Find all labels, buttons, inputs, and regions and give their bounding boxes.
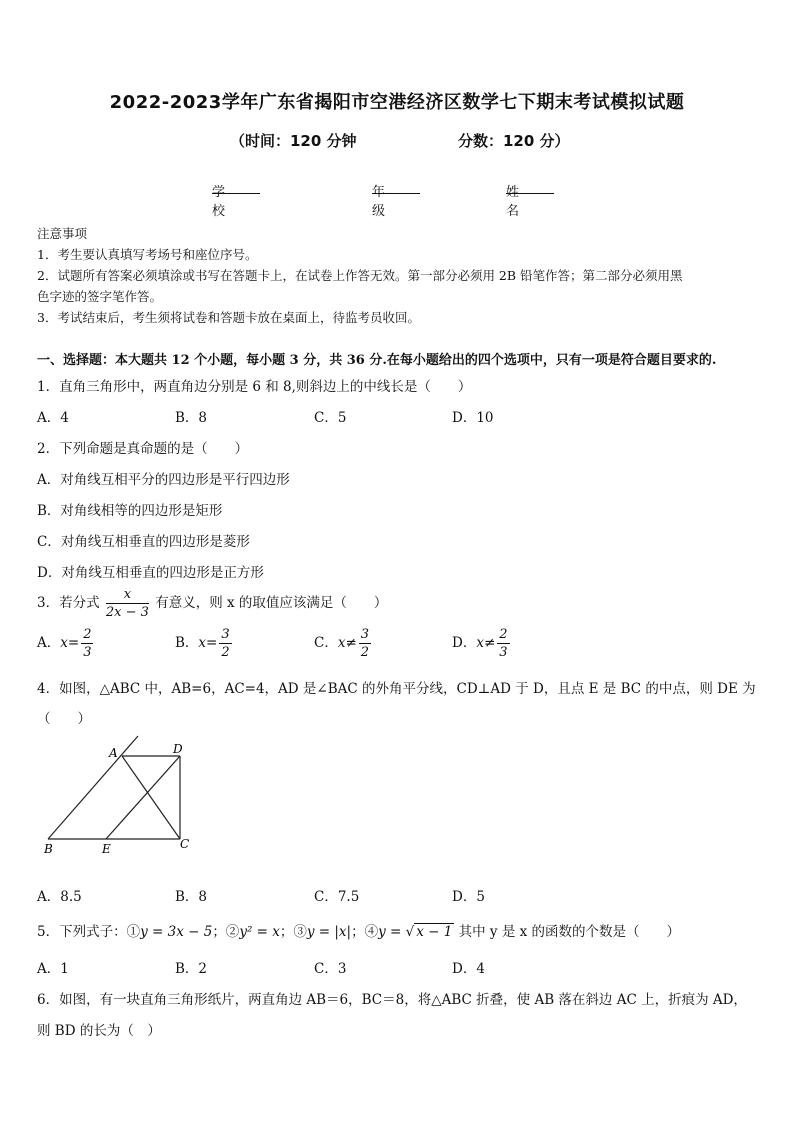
q5-sep-4: ；④ (351, 924, 379, 940)
q5-expr-3: y = |x| (306, 924, 352, 940)
q5-option-c: C．3 (314, 961, 347, 977)
q5-option-b: B．2 (175, 961, 208, 977)
notice-item: 3．考试结束后，考生须将试卷和答题卡放在桌面上，待监考员收回。 (37, 310, 420, 325)
q3-a-den: 3 (83, 645, 92, 660)
q2-option-a: A．对角线互相平分的四边形是平行四边形 (37, 472, 290, 488)
question-4-stem-cont: （ ） (37, 711, 91, 727)
q3-b-label: B． (175, 635, 199, 651)
q3-c-num: 3 (360, 627, 370, 642)
q5-expr-4-radicand: x − 1 (416, 924, 453, 940)
q3-d-rel: ≠ (483, 635, 496, 651)
q3-option-d (452, 628, 512, 659)
question-6-stem-cont: 则 BD 的长为（ ） (37, 1023, 161, 1039)
q4-option-a: A．8.5 (37, 889, 82, 905)
q3-a-frac (81, 628, 93, 659)
q3-c-den: 2 (360, 645, 370, 660)
name-label: 姓名 (506, 185, 520, 219)
q5-expr-2: y² = x (239, 924, 280, 940)
q4-option-b: B．8 (175, 889, 208, 905)
q5-option-a: A．1 (37, 961, 69, 977)
q5-expr-4-pre: y = (378, 924, 406, 940)
question-2-stem: 2．下列命题是真命题的是（ ） (37, 441, 249, 457)
school-blank (212, 181, 260, 194)
q3-c-var: x (337, 635, 346, 651)
q3-b-var: x (198, 635, 207, 651)
q3-option-b (175, 628, 234, 659)
section-heading: 一、选择题：本大题共 12 个小题，每小题 3 分，共 36 分.在每小题给出的四个选项中，只有一项是符合题目要求的. (37, 353, 717, 368)
q4-figure (38, 732, 198, 857)
label-a: A (109, 746, 118, 760)
q1-option-c: C．5 (314, 410, 347, 426)
q3-option-c (314, 628, 373, 659)
q3-c-rel: ≠ (345, 635, 357, 651)
exam-title: 2022-2023学年广东省揭阳市空港经济区数学七下期末考试模拟试题 (109, 92, 685, 113)
q3-b-num: 3 (221, 627, 230, 642)
q5-expr-1: y = 3x − 5 (140, 924, 213, 940)
grade-label: 年级 (372, 185, 386, 219)
time-label: （时间：120 分钟 (230, 132, 357, 150)
q3-fraction (106, 588, 149, 619)
q3-b-frac (219, 628, 231, 659)
q3-d-var: x (476, 635, 484, 651)
notice-item: 2．试题所有答案必须填涂或书写在答题卡上，在试卷上作答无效。第一部分必须用 2B 铅笔作答；第二部分必须用黑 (37, 268, 683, 283)
q5-stem-pre: 5．下列式子：① (37, 924, 141, 940)
notice-item: 1．考生要认真填写考场号和座位序号。 (37, 247, 258, 262)
q5-sep-3: ；③ (279, 924, 307, 940)
q3-c-label: C． (314, 635, 338, 651)
q4-option-c: C．7.5 (314, 889, 360, 905)
q3-frac-den: 2x − 3 (105, 605, 149, 620)
q5-stem-post: 其中 y 是 x 的函数的个数是（ ） (454, 924, 681, 940)
q2-option-d: D．对角线互相垂直的四边形是正方形 (37, 565, 264, 581)
q3-b-den: 2 (221, 645, 230, 660)
q2-option-c: C．对角线互相垂直的四边形是菱形 (37, 534, 250, 550)
question-6-stem: 6．如图，有一块直角三角形纸片，两直角边 AB＝6，BC＝8，将△ABC 折叠，使 AB 落在斜边 AC 上，折痕为 AD， (37, 992, 747, 1008)
question-3-stem (37, 588, 387, 619)
notice-item: 色字迹的签字笔作答。 (37, 289, 163, 304)
q2-option-b: B．对角线相等的四边形是矩形 (37, 503, 223, 519)
question-5-stem: 5．下列式子：①y = 3x − 5；②y² = x；③y = |x|；④y = √ x − 1 其中 y 是 x 的函数的个数是（ ） (37, 924, 681, 940)
q3-option-a (37, 628, 95, 659)
q1-option-d: D．10 (452, 410, 494, 426)
notice-heading: 注意事项 (37, 226, 88, 241)
label-b: B (44, 842, 53, 856)
label-e: E (102, 842, 111, 856)
q3-c-frac (359, 628, 371, 659)
score-label: 分数：120 分） (458, 132, 570, 150)
school-label: 学校 (212, 185, 226, 219)
label-d: D (173, 742, 183, 756)
name-blank (506, 181, 554, 194)
q3-d-label: D． (452, 635, 477, 651)
question-1-stem: 1．直角三角形中，两直角边分别是 6 和 8,则斜边上的中线长是（ ） (37, 379, 472, 395)
q3-d-den: 3 (499, 645, 508, 660)
q1-option-a: A．4 (37, 410, 69, 426)
q5-option-d: D．4 (452, 961, 485, 977)
q3-a-var: x (60, 635, 68, 651)
q3-b-rel: = (206, 635, 218, 651)
q3-frac-num: x (106, 588, 149, 604)
q5-sep-2: ；② (212, 924, 240, 940)
q3-d-num: 2 (499, 627, 508, 642)
q3-stem-pre: 3．若分式 (37, 595, 100, 611)
q3-stem-post: 有意义，则 x 的取值应该满足（ ） (155, 595, 388, 611)
q4-option-d: D．5 (452, 889, 485, 905)
q3-a-label: A． (37, 635, 61, 651)
grade-blank (372, 181, 420, 194)
q3-d-frac (497, 628, 509, 659)
q3-a-rel: = (67, 635, 80, 651)
q1-option-b: B．8 (175, 410, 208, 426)
question-4-stem: 4．如图，△ABC 中，AB=6，AC=4，AD 是∠BAC 的外角平分线，CD⊥AD 于 D，且点 E 是 BC 的中点，则 DE 为 (37, 681, 756, 697)
q3-a-num: 2 (83, 627, 92, 642)
label-c: C (180, 837, 190, 851)
